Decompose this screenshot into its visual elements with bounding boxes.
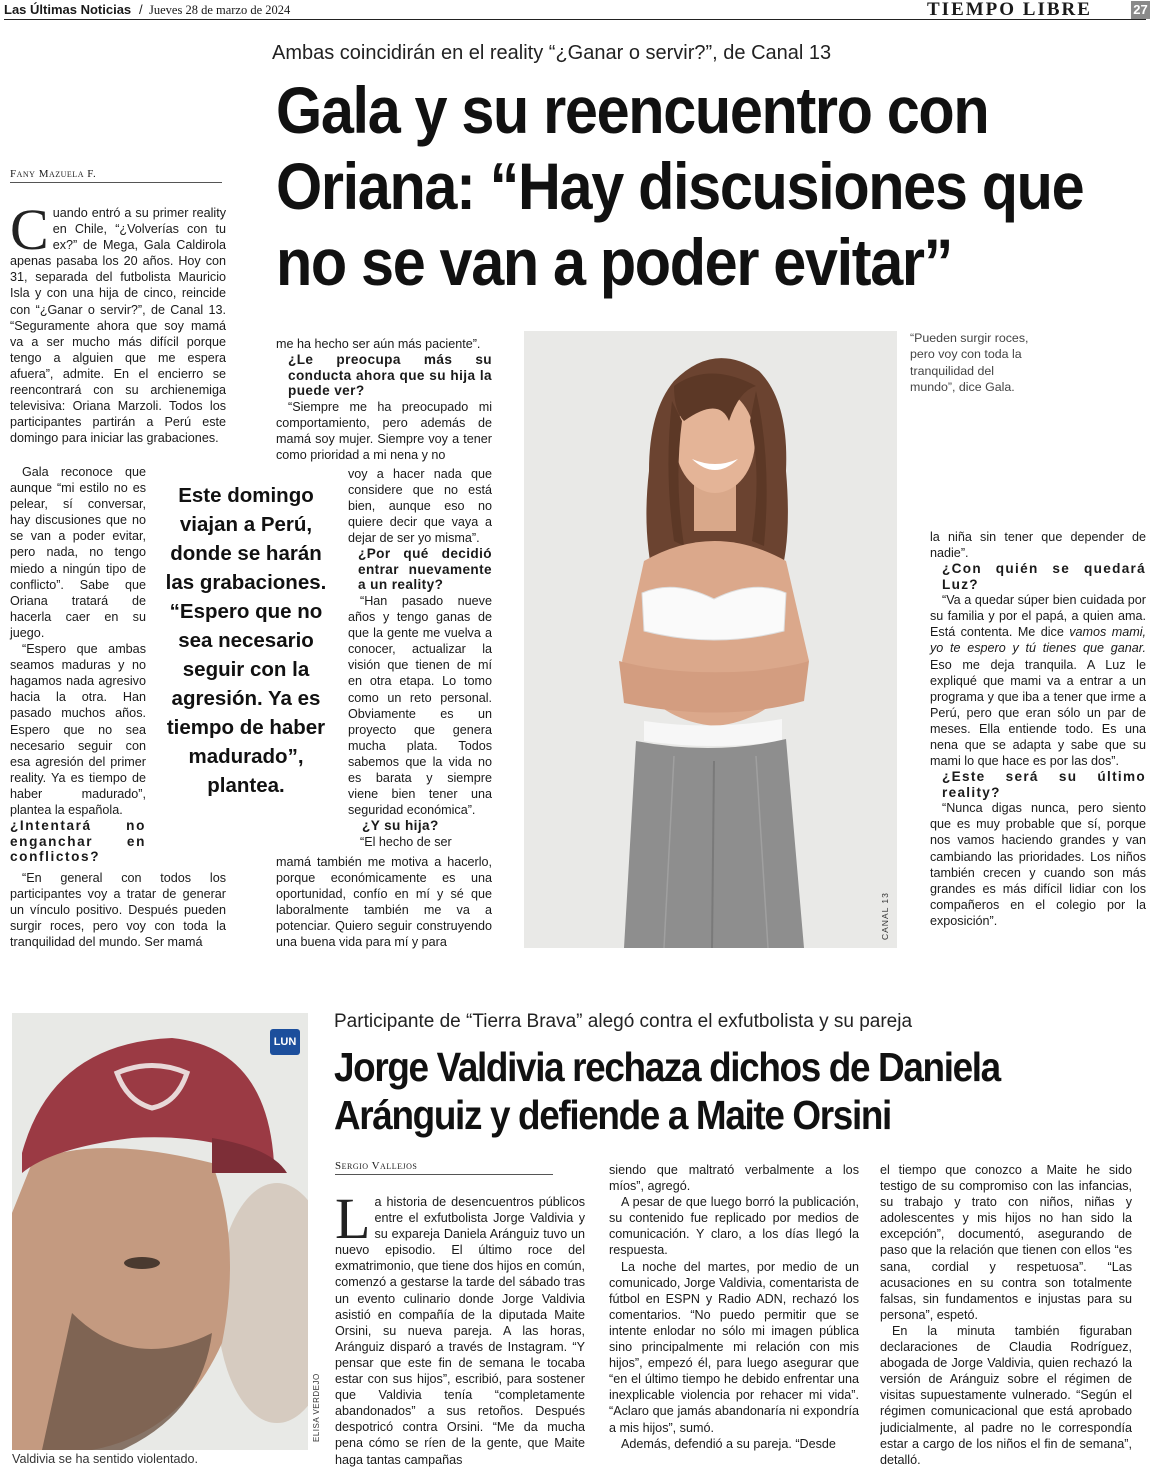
valdivia-photo	[12, 1013, 308, 1450]
gala-photo	[524, 331, 897, 948]
paragraph: “En general con todos los participantes voy a tratar de generar un vínculo positivo. Después pueden surgir roces, pero voy con toda la tranquilidad del mundo. Ser mamá	[10, 871, 226, 950]
issue-date: Jueves 28 de marzo de 2024	[149, 3, 291, 17]
masthead-bar	[4, 2, 1146, 20]
paragraph: la niña sin tener que depender de nadie”.	[930, 530, 1146, 561]
paragraph: “Siempre me ha preocupado mi comportamiento, pero además de mamá soy mujer. Siempre voy a tener como prioridad a mi nena y no	[276, 399, 492, 462]
question: ¿Y su hija?	[362, 818, 439, 834]
headline-line-1: Gala y su reencuentro con	[276, 73, 989, 147]
article1-byline: Fany Mazuela F.	[10, 168, 222, 183]
paragraph: La noche del martes, por medio de un comunicado, Jorge Valdivia, comentarista de fútbol en ESPN y Radio ADN, rechazó los comentarios. “No puedo permitir que se intente enlodar no sólo mi imagen pública sino principalmente mi relación con mis hijos”, empezó él, para luego asegurar que “en el último tiempo he debido enfrentar una inexplicable violencia por rehacer mi vida”. “Aclaro que jamás abandonaría ni expondría a mis hijos”, sumó.	[609, 1259, 859, 1435]
paper-name: Las Últimas Noticias	[4, 2, 132, 17]
paragraph: Además, defendió a su pareja. “Desde	[621, 1436, 836, 1451]
paragraph: “El hecho de ser	[360, 834, 452, 849]
photo-credit-2: ELISA VERDEJO	[312, 1373, 321, 1442]
question: ¿Por qué decidió entrar nuevamente a un reality?	[358, 546, 492, 593]
lun-badge: LUN	[270, 1029, 300, 1055]
article1-column-1-narrow	[10, 464, 146, 865]
paragraph: En la minuta también figuraban declaraciones de Claudia Rodríguez, abogada de Jorge Valdivia, quien rechazó la versión de Aránguiz sobre el régimen de visitas supuestamente vulnerado. “Según el régimen comunicacional que está aprobado judicialmente, al padre no le correspondía estar a cargo de los niños el fin de semana”, detalló.	[880, 1323, 1132, 1467]
pull-quote: Este domingo viajan a Perú, donde se harán las grabaciones. “Espero que no sea necesario seguir con la agresión. Ya es tiempo de haber madurado”, plantea.	[165, 484, 327, 797]
article2-column-1	[335, 1194, 585, 1471]
paragraph: mamá también me motiva a hacerlo, porque económicamente es una oportunidad, confío en mí y sé que laboralmente también me va a potenciar. Quiero seguir construyendo una buena vida para mí y para	[276, 855, 492, 950]
question: ¿Este será su último reality?	[942, 769, 1146, 800]
headline-line-2: Oriana: “Hay discusiones que	[276, 149, 1084, 223]
article1-column-2-narrow	[348, 466, 492, 850]
man-portrait-illustration	[12, 1013, 308, 1450]
headline-line-1: Jorge Valdivia rechaza dichos de Daniela	[334, 1044, 1000, 1090]
article1-column-3	[930, 529, 1146, 929]
paragraph: Gala reconoce que aunque “mi estilo no es pelear, sí conversar, hay discusiones que no se van a poder evitar, pero nada, no tengo miedo a ningún tipo de conflicto”. Sabe que Oriana tratará de hacerla caer en su juego.	[10, 465, 146, 640]
article1-column-1-top	[10, 197, 226, 446]
article2-column-2	[609, 1162, 859, 1471]
article2-headline	[334, 1043, 1144, 1139]
paragraph: Eso me deja tranquila. A Luz le expliqué que mami va a entrar a un programa y que iba a tener que irme a Perú, pero que eran sólo un par de meses. Ella entiende todo. Es una nena que se adapta y sabe que su mami lo que hace es por las dos”.	[930, 657, 1146, 769]
question: ¿Con quién se quedará Luz?	[942, 561, 1146, 592]
headline-line-3: no se van a poder evitar”	[276, 225, 953, 299]
paragraph: “Va a quedar súper bien cuidada por su familia y por el papá, a quien ama. Está contenta. Me dice	[930, 593, 1146, 640]
photo-caption-2: Valdivia se ha sentido violentado.	[12, 1452, 198, 1466]
paragraph-italic: vamos mami, yo te espero y tú tienes que ganar.	[930, 625, 1147, 656]
article2-column-3	[880, 1162, 1132, 1471]
article1-kicker: Ambas coincidirán en el reality “¿Ganar o servir?”, de Canal 13	[272, 42, 832, 64]
paragraph: “Han pasado nueve años y tengo ganas de que la gente me vuelva a conocer, actualizar la visión que tienen de mí en otra etapa. Lo tomo como un reto personal. Obviamente es un proyecto que genera mucha plata. Todos sabemos que la vida no es barata y siempre viene bien tener una seguridad económica”.	[348, 593, 492, 818]
article1-headline	[276, 72, 1146, 300]
dropcap: C	[10, 197, 49, 262]
paragraph: A pesar de que luego borró la publicación, su contenido fue replicado por medios de comunicación. Y claro, a los días llegó la respuesta.	[609, 1195, 859, 1258]
paragraph: uando entró a su primer reality en Chile, “¿Volverías con tu ex?” de Mega, Gala Caldirola apenas pasaba los 20 años. Hoy con 31, separada del futbolista Mauricio Isla y con una hija de cinco, reincide con “¿Ganar o servir?”, de Canal 13. “Seguramente ahora que soy mamá va a ser mucho más difícil porque tengo a alguien que me espera afuera”, admite. En el encierro se reencontrará con su archienemiga televisiva: Oriana Marzoli. Todos los participantes partirán a Perú este domingo para iniciar las grabaciones.	[10, 206, 226, 446]
photo-caption: “Pueden surgir roces, pero voy con toda la tranquilidad del mundo”, dice Gala.	[910, 331, 1029, 394]
paragraph: “Nunca digas nunca, pero siento que es muy probable que sí, porque nos vamos haciendo grandes y van cambiando las prioridades. Los niños también crecen y cuando son más grandes es más difícil lidiar con los compañeros en el colegio por la exposición”.	[930, 801, 1146, 928]
paragraph: el tiempo que conozco a Maite he sido testigo de su compromiso con las infancias, su trabajo y trato con niños, niñas y adolescentes y mis hijos no han sido la excepción”, documentó, asegurando de paso que la relación que tienen con ellos “es sana, cordial y respetuosa”. “Las acusaciones en su contra son totalmente falsas, sin fundamentos e injustas para su persona”, espetó.	[880, 1163, 1132, 1322]
paragraph: “Espero que ambas seamos maduras y no hagamos nada agresivo hacia la otra. Han pasado muchos años. Espero que no sea necesario seguir con esa agresión del primer reality. Ya es tiempo de haber madurado”, plantea la española.	[10, 642, 146, 817]
article2-kicker: Participante de “Tierra Brava” alegó contra el exfutbolista y su pareja	[334, 1011, 913, 1032]
woman-portrait-illustration	[524, 331, 897, 948]
section-name: TIEMPO LIBRE	[927, 0, 1092, 20]
question: ¿Intentará no enganchar en conflictos?	[10, 818, 146, 865]
photo-credit: CANAL 13	[880, 892, 890, 940]
paragraph: a historia de desencuentros públicos entre el exfutbolista Jorge Valdivia y su expareja Daniela Aránguiz tuvo un nuevo episodio. El último roce del exmatrimonio, que tiene dos hijos en común, comenzó a gestarse la tarde del sábado tras un evento culinario donde Jorge Valdivia asistió en compañía de la diputada Maite Orsini, su nueva pareja. A las horas, Aránguiz disparó a través de Instagram. “Y pensar que este fin de semana le tocaba estar con sus hijos”, escribió, para sostener que Valdivia tenía “completamente abandonados” a sus retoños. Después despotricó contra Orsini. “Me da mucha pena cómo se ríen de la gente, que Maite haga tantas campañas	[335, 1195, 585, 1467]
dropcap: L	[335, 1194, 371, 1251]
article1-column-2-bottom	[276, 854, 492, 951]
article2-byline: Sergio Vallejos	[335, 1160, 553, 1175]
question: ¿Le preocupa más su conducta ahora que su hija la puede ver?	[288, 352, 492, 399]
paragraph: me ha hecho ser aún más paciente”.	[276, 337, 481, 351]
header-separator: /	[139, 2, 143, 17]
article1-column-2-top	[276, 336, 492, 463]
page-number: 27	[1131, 1, 1150, 19]
headline-line-2: Aránguiz y defiende a Maite Orsini	[334, 1092, 891, 1138]
article1-column-1-bottom	[10, 870, 226, 950]
paragraph: voy a hacer nada que considere que no está bien, aunque eso no quiere decir que vaya a dejar de ser yo misma”.	[348, 467, 492, 546]
paragraph: siendo que maltrató verbalmente a los míos”, agregó.	[609, 1163, 859, 1194]
